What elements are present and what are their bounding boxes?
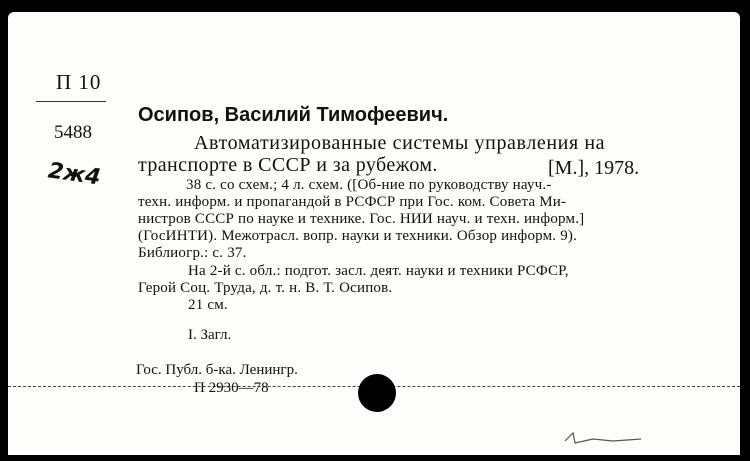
- description-line: Библиогр.: с. 37.: [138, 245, 247, 261]
- description-line: 38 с. со схем.; 4 л. схем. ([Об-ние по руководству науч.-: [186, 177, 552, 193]
- registry-number: П 2930—78: [194, 380, 269, 396]
- description-line: техн. информ. и пропагандой в РСФСР при Гос. ком. Совета Ми-: [138, 194, 567, 210]
- accession-number: 5488: [54, 122, 92, 143]
- description-line: Герой Соц. Труда, д. т. н. В. Т. Осипов.: [138, 280, 393, 296]
- author-heading: Осипов, Василий Тимофеевич.: [138, 104, 449, 126]
- signature-scribble: [563, 427, 643, 447]
- description-line: На 2-й с. обл.: подгот. засл. деят. науки и техники РСФСР,: [188, 263, 569, 279]
- imprint: [М.], 1978.: [548, 157, 640, 179]
- class-number: П 10: [56, 70, 102, 94]
- punch-hole: [358, 374, 396, 412]
- catalog-card: [8, 12, 740, 455]
- title-line-1: Автоматизированные системы управления на: [194, 132, 606, 154]
- description-line: 21 см.: [188, 297, 228, 313]
- title-line-2: транспорте в СССР и за рубежом.: [138, 154, 438, 176]
- description-line: нистров СССР по науке и технике. Гос. НИИ науч. и техн. информ.]: [138, 211, 585, 227]
- subject-entry: I. Загл.: [188, 327, 232, 343]
- divider-line: [36, 101, 106, 102]
- handwritten-mark: 2ж4: [46, 158, 102, 191]
- publisher-line: Гос. Публ. б-ка. Ленингр.: [136, 362, 298, 378]
- description-line: (ГосИНТИ). Межотрасл. вопр. науки и техники. Обзор информ. 9).: [138, 228, 578, 244]
